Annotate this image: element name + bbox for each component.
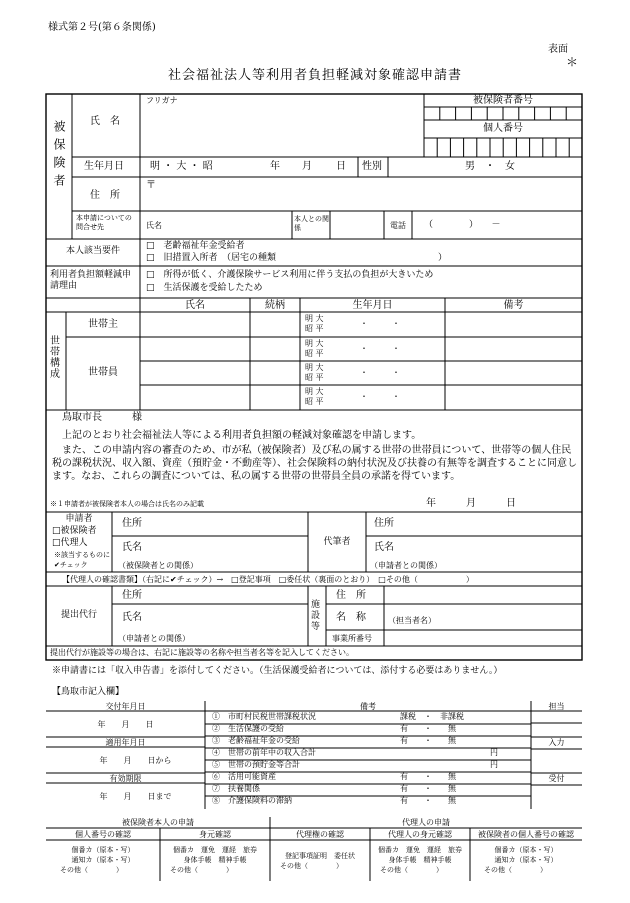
household-group-label: 世帯構成 [50,336,60,380]
year-unit: 年 [270,161,280,172]
birth-era-1: 明 大 [305,363,324,372]
col-birth: 生年月日 [352,300,393,311]
office-item: ③ 老齢福祉年金の受給 [212,736,300,745]
birth-dots: ・ ・ [360,392,400,401]
contact-name-label: 氏名 [146,221,162,230]
applicant-opt-agent[interactable]: □代理人 [52,538,88,548]
requirement-1[interactable]: □ 老齢福祉年金受給者 [146,241,245,251]
receipt-label: 受付 [548,774,565,783]
birth-era-1: 明 大 [305,387,324,396]
contact-label: 本申請についての問合せ先 [76,214,132,231]
birth-dots: ・ ・ [360,368,400,377]
declaration-2: また、この申請内容の審査のため、市が私（被保険者）及び私の属する世帯の世帯員について、世帯等の個人住民税の課税状況、収入額、資産（預貯金・不動産等）、社会保険料の納付状況及び扶養の有無等を調査することに同意します。なお、これらの調査については、私の属する世帯の世帯員全員の承諾を得ています。 [52,445,577,482]
requirement-2[interactable]: □ 旧措置入所者 （居宅の種類 ） [146,253,448,263]
office-item-value: 有 ・ 無 [400,796,456,805]
star-mark: ＊ [566,55,579,69]
office-item: ⑦ 扶養関係 [212,784,260,793]
office-item-value: 円 [490,760,498,769]
birth-eras: 明 ・ 大 ・ 昭 [150,161,213,172]
v5-line2: 通知カ（原本・写） [494,856,558,864]
v3-line2: その他（ ） [280,862,343,870]
birth-dots: ・ ・ [360,344,400,353]
issue-date: 年 月 日 [97,720,154,729]
birth-era-1: 明 大 [305,314,324,323]
applicant-name: 氏名 [122,542,142,553]
addressee: 鳥取市長 様 [62,412,142,423]
office-item-value: 有 ・ 無 [400,784,456,793]
applicant-relation: （被保険者との関係） [118,561,198,570]
name-label: 氏 名 [90,116,120,127]
side-label: 表面 [548,44,568,55]
v2-line2: 身体手帳 精神手帳 [183,856,247,864]
reason-1[interactable]: □ 所得が低く、介護保険サービス利用に伴う支払の負担が大きいため [146,270,434,280]
reason-2[interactable]: □ 生活保護を受給したため [146,283,263,293]
verify-agent-header: 代理人の申請 [402,818,450,827]
office-item-value: 有 ・ 無 [400,772,456,781]
sex-options: 男 ・ 女 [465,161,515,172]
office-item: ⑤ 世帯の預貯金等合計 [212,760,300,769]
col-relation: 続柄 [265,300,285,311]
v3-line1: 登記事項証明 委任状 [285,852,355,860]
v1-line3: その他（ ） [60,866,123,874]
office-item: ① 市町村民税世帯課税状況 [212,712,316,721]
office-item: ⑧ 介護保険料の滞納 [212,796,292,805]
scribe-address: 住所 [374,518,394,529]
month-unit: 月 [302,161,312,172]
issue-date-label: 交付年月日 [105,702,146,711]
verify-col-4: 代理人の身元確認 [388,830,452,839]
v2-line3: その他（ ） [170,866,233,874]
applicant-address: 住所 [122,518,142,529]
birth-dots: ・ ・ [360,319,400,328]
note-1: ※１申請者が被保険者本人の場合は氏名のみ記載 [50,500,204,508]
remarks-label: 備考 [360,702,376,711]
office-item-value: 課税 ・ 非課税 [400,712,464,721]
household-members: 世帯員 [88,367,118,378]
insured-no-label: 被保険者番号 [473,95,533,106]
applicant-check: ✔チェック [54,561,88,569]
birth-era-1: 明 大 [305,339,324,348]
facility-address: 住 所 [336,590,366,601]
sex-label: 性別 [362,161,382,172]
agent-label: 提出代行 [60,610,97,620]
address-label: 住 所 [90,190,120,201]
tel-format: （ ） － [424,220,501,230]
furigana-label: フリガナ [146,96,178,105]
v1-line2: 通知カ（原本・写） [71,856,135,864]
agent-name: 氏名 [122,612,142,623]
valid-label: 有効期限 [109,774,142,783]
v1-line1: 個番カ（原本・写） [71,846,135,854]
income-note: ※申請書には「収入申告書」を添付してください。（生活保護受給者については、添付する必要はありません。） [52,666,503,676]
agent-relation: （申請者との関係） [118,634,190,643]
v5-line3: その他（ ） [484,866,547,874]
office-item: ④ 世帯の前年中の収入合計 [212,748,316,757]
facility-name: 名 称 [336,612,366,623]
declaration-1: 上記のとおり社会福祉法人等による利用者負担額の軽減対象確認を申請します。 [62,430,422,441]
verify-col-2: 身元確認 [199,830,231,839]
apply-date-label: 適用年月日 [105,738,146,747]
verify-self-header: 被保険者本人の申請 [122,818,194,827]
birth-era-2: 昭 平 [305,397,324,406]
reasons-label: 利用者負担額軽減申請理由 [50,270,132,291]
col-name: 氏名 [185,300,205,311]
office-item-value: 円 [490,748,498,757]
v4-line3: その他（ ） [380,866,443,874]
office-item-value: 有 ・ 無 [400,724,456,733]
verify-col-3: 代理権の確認 [296,830,344,839]
verify-col-1: 個人番号の確認 [75,830,131,839]
input-label: 入力 [548,738,565,747]
agent-address: 住所 [122,590,142,601]
agent-docs[interactable]: 【代理人の確認書類】（右記に✔チェック）→ □登記事項 □委任状（裏面のとおり） □その他（ ） [62,575,474,584]
v5-line1: 個番カ（原本・写） [494,846,558,854]
valid-date: 年 月 日まで [99,792,172,801]
applicant-opt-insured[interactable]: □被保険者 [52,526,97,536]
office-item-value: 有 ・ 無 [400,736,456,745]
office-item: ⑥ 活用可能資産 [212,772,276,781]
day-unit: 日 [336,161,346,172]
scribe-relation: （申請者との関係） [370,561,442,570]
applicant-note: ※該当するものに [54,551,110,559]
birth-era-2: 昭 平 [305,349,324,358]
application-date: 年 月 日 [426,498,516,509]
col-note: 備考 [503,300,524,311]
office-label: 【鳥取市記入欄】 [52,687,125,697]
insured-group-label: 被保険者 [52,120,66,192]
apply-date: 年 月 日から [99,756,172,765]
relation-label: 本人との関係 [294,215,329,232]
office-item: ② 生活保護の受給 [212,724,284,733]
v4-line1: 個番カ 運免 運経 旅券 [378,846,462,854]
household-head: 世帯主 [88,319,118,330]
verify-col-5: 被保険者の個人番号の確認 [478,830,574,839]
birth-era-2: 昭 平 [305,324,324,333]
requirements-label: 本人該当要件 [65,246,120,256]
tel-label: 電話 [390,221,406,230]
postal-mark: 〒 [146,180,156,191]
applicant-label: 申請者 [65,514,93,524]
facility-label: 施設等 [311,600,321,632]
v4-line2: 身体手帳 精神手帳 [388,856,452,864]
scribe-label: 代筆者 [323,537,351,547]
form-title: 社会福祉法人等利用者負担軽減対象確認申請書 [167,68,462,83]
staff-label: 担当 [548,702,565,711]
facility-office-no: 事業所番号 [332,634,372,643]
birth-label: 生年月日 [84,161,124,172]
birth-era-2: 昭 平 [305,373,324,382]
scribe-name: 氏名 [374,542,394,553]
facility-person: （担当者名） [388,616,436,625]
agent-note: 提出代行が施設等の場合は、右記に施設等の名称や担当者名等を記入してください。 [50,648,354,657]
form-number: 様式第２号(第６条関係) [48,22,156,33]
v2-line1: 個番カ 運免 運経 旅券 [173,846,257,854]
personal-no-label: 個人番号 [483,123,523,134]
